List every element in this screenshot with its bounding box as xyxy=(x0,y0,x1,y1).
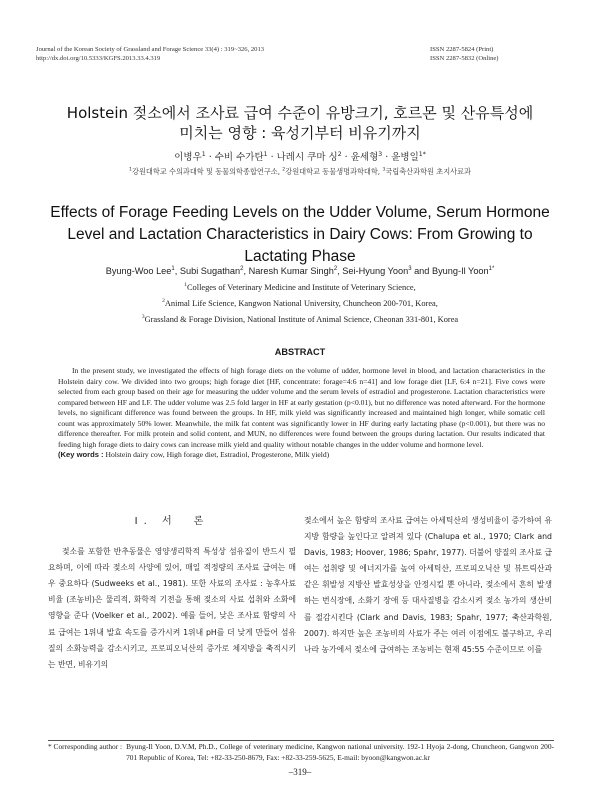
author-superscript: 3 xyxy=(408,265,412,272)
doi-link[interactable]: http://dx.doi.org/10.5333/KGFS.2013.33.4.319 xyxy=(36,55,161,62)
issn-print: ISSN 2287-5824 (Print) xyxy=(430,46,494,53)
issn-block xyxy=(430,45,499,63)
english-author: Sei-Hyung Yoon xyxy=(342,266,409,276)
korean-affiliation: 국립축산과학원 초지사료과 xyxy=(385,167,471,176)
separator: , xyxy=(174,266,180,276)
english-title-line2: Level and Lactation Characteristics in Dairy Cows: From Growing to xyxy=(67,226,533,243)
abstract-text: In the present study, we investigated the effects of high forage diets on the volume of udder, hormone level in blood, and lactation characteristics in the Holstein dairy cow. We divided into two groups; high forage diet [HF, concentrate: forage=4:6 n=41] and low forage diet [LF, 6:4 n=21]. Five cows were selected from each group based on their age for measuring the udder volume and the serum levels of estradiol and progesterone. Lactation characteristics were compared between HF and LF. The udder volume was 2.5 fold larger in HF at early gestation (p<0.01), but no difference was noted afterward. For the hormone levels, no significant difference was found between the groups. In HF, milk yield was significantly increased and maintained high longer, while somatic cell count was approximately 50% lower. Meanwhile, the milk fat content was significantly lower in HF during early lactating phase (p<0.001), but there was no difference thereafter. For milk protein and solid content, and MUN, no differences were found between the groups during lactation. Our results indicated that feeding high forage diets to dairy cows can increase milk yield and quality without notable changes in the udder volume and hormone level. xyxy=(58,366,545,449)
english-author: Subi Sugathan xyxy=(179,266,241,276)
keywords-list: Holstein dairy cow, High forage diet, Estradiol, Progesterone, Milk yield) xyxy=(103,450,330,459)
author-superscript: 1 xyxy=(201,150,206,158)
english-author: Byung-Woo Lee xyxy=(105,266,172,276)
author-superscript xyxy=(489,266,495,272)
affiliation-text: Colleges of Veterinary Medicine and Institute of Veterinary Science, xyxy=(186,283,416,292)
footnote-divider xyxy=(48,740,554,741)
author-superscript: 2 xyxy=(337,150,342,158)
english-authors xyxy=(30,266,570,276)
korean-author: 수비 수가탄 xyxy=(214,152,264,163)
journal-citation: Journal of the Korean Society of Grassland and Forage Science 33(4) : 319~326, 2013 xyxy=(36,46,265,53)
corresponding-mark: * xyxy=(422,150,426,158)
affil-superscript: 3 xyxy=(382,167,386,173)
korean-author: 나레시 쿠마 싱 xyxy=(276,152,338,163)
english-affiliation-3 xyxy=(30,315,570,324)
intro-column-right xyxy=(304,513,552,658)
corresponding-author-footnote xyxy=(48,742,554,763)
page-number: –319– xyxy=(288,767,312,777)
separator: and xyxy=(411,266,432,276)
intro-paragraph-continued: 젖소에서 높은 함량의 조사료 급여는 아세틱산의 생성비율이 증가하여 유지방 함량을 높인다고 알려져 있다 (Chalupa et al., 1970; Clark and Davis, 1983; Hoover, 1986; Spahr, 1977). 더불어 양질의 조사료 급여는 섭취량 및 에너지가를 높여 아세틱산, 프로피오닉산 및 뷰트릭산과 같은 휘발성 지방산 발효성상을 안정시킬 뿐 아니라, 젖소에서 흔히 발생하는 번식장애, 소화기 장애 등 대사질병을 감소시켜 젖소 농가의 생산비를 절감시킨다 (Clark and Davis, 1983; Spahr, 1977; 축산과학원, 2007). 하지만 높은 조농비의 사료가 주는 여러 이점에도 불구하고, 우리나라 농가에서 젖소에 급여하는 조농비는 현재 45:55 수준이므로 이를 xyxy=(304,516,552,654)
author-superscript: 1 xyxy=(171,265,175,272)
korean-affiliation: 강원대학교 수의과대학 및 동물의학종합연구소, xyxy=(132,167,283,176)
keywords-label: (Key words : xyxy=(58,450,104,459)
korean-affiliation: 강원대학교 동물생명과학대학, xyxy=(285,167,383,176)
affil-superscript: 2 xyxy=(162,298,165,305)
section-title-introduction: Ⅰ. 서 론 xyxy=(134,516,210,527)
affil-superscript: 2 xyxy=(282,167,286,173)
korean-affiliations xyxy=(40,167,560,177)
korean-authors xyxy=(40,149,560,163)
separator: · xyxy=(341,152,351,163)
author-superscript: 3 xyxy=(378,150,383,158)
intro-column-left xyxy=(48,514,296,673)
affiliation-text: Grassland & Forage Division, National Institute of Animal Science, Cheonan 331-801, Korea xyxy=(144,315,459,324)
separator: · xyxy=(205,152,215,163)
separator: · xyxy=(382,152,392,163)
separator: · xyxy=(267,152,277,163)
footnote-label: * Corresponding author : xyxy=(48,742,123,751)
korean-author: 윤세형 xyxy=(350,152,379,163)
abstract-body xyxy=(58,366,545,461)
abstract-heading: ABSTRACT xyxy=(274,347,326,357)
korean-title xyxy=(40,103,560,143)
author-superscript: 1 xyxy=(263,150,268,158)
english-affiliation-1 xyxy=(30,283,570,292)
affil-superscript: 1 xyxy=(129,167,132,173)
english-title xyxy=(50,202,550,268)
korean-title-line2: 미치는 영향 : 육성기부터 비유기까지 xyxy=(179,124,421,142)
affil-superscript: 1 xyxy=(184,282,187,289)
separator: , xyxy=(243,266,249,276)
korean-title-line1: Holstein 젖소에서 조사료 급여 수준이 유방크기, 호르몬 및 산유특성에 xyxy=(66,104,534,122)
author-superscript xyxy=(419,151,426,158)
keywords xyxy=(58,450,545,461)
author-superscript-number: 1 xyxy=(418,150,423,158)
author-superscript-number: 1 xyxy=(488,265,492,272)
footnote-text: Byung-Il Yoon, D.V.M, Ph.D., College of veterinary medicine, Kangwon national university. 192-1 Hyoja 2-dong, Chuncheon, Gangwon 200-701 Republic of Korea, Tel: +82-33-250-8679, Fax: +82-33-259-5625, E-mail: byoon@kangwon.ac.kr xyxy=(126,742,554,762)
issn-online: ISSN 2287-5832 (Online) xyxy=(430,55,499,62)
korean-author: 이병우 xyxy=(174,152,202,163)
author-superscript: 2 xyxy=(333,265,338,272)
intro-paragraph: 젖소를 포함한 반추동물은 영양생리학적 특성상 섬유질이 반드시 필요하며, 이에 따라 젖소의 사양에 있어, 매일 적정량의 조사료 급여는 매우 중요하다 (Sudweeks et al., 1981). 또한 사료의 조사료 : 농후사료 비율 (조농비)은 물리적, 화학적 기전을 통해 젖소의 사료 섭취와 소화에 영향을 준다 (Voelker et al., 2002). 예를 들어, 낮은 조사료 함량의 사료 급여는 1위내 발효 속도를 증가시켜 1위내 pH를 더 낮게 만들어 섬유질의 소화능력을 감소시키고, 프로피오닉산의 증가로 체지방을 축적시키는 반면, 비유기의 xyxy=(48,547,296,669)
english-author: Byung-Il Yoon xyxy=(431,266,489,276)
author-superscript: 2 xyxy=(240,265,244,272)
journal-header xyxy=(36,45,264,63)
english-title-line1: Effects of Forage Feeding Levels on the Udder Volume, Serum Hormone xyxy=(50,204,550,221)
english-author: Naresh Kumar Singh xyxy=(248,266,334,276)
affiliation-text: Animal Life Science, Kangwon National University, Chuncheon 200-701, Korea, xyxy=(164,299,438,308)
corresponding-mark: * xyxy=(491,265,495,272)
affil-superscript: 3 xyxy=(141,314,145,321)
separator: , xyxy=(337,266,343,276)
korean-author: 윤병일 xyxy=(391,152,419,163)
english-title-line3: Lactating Phase xyxy=(244,248,356,265)
english-affiliation-2 xyxy=(30,299,570,308)
